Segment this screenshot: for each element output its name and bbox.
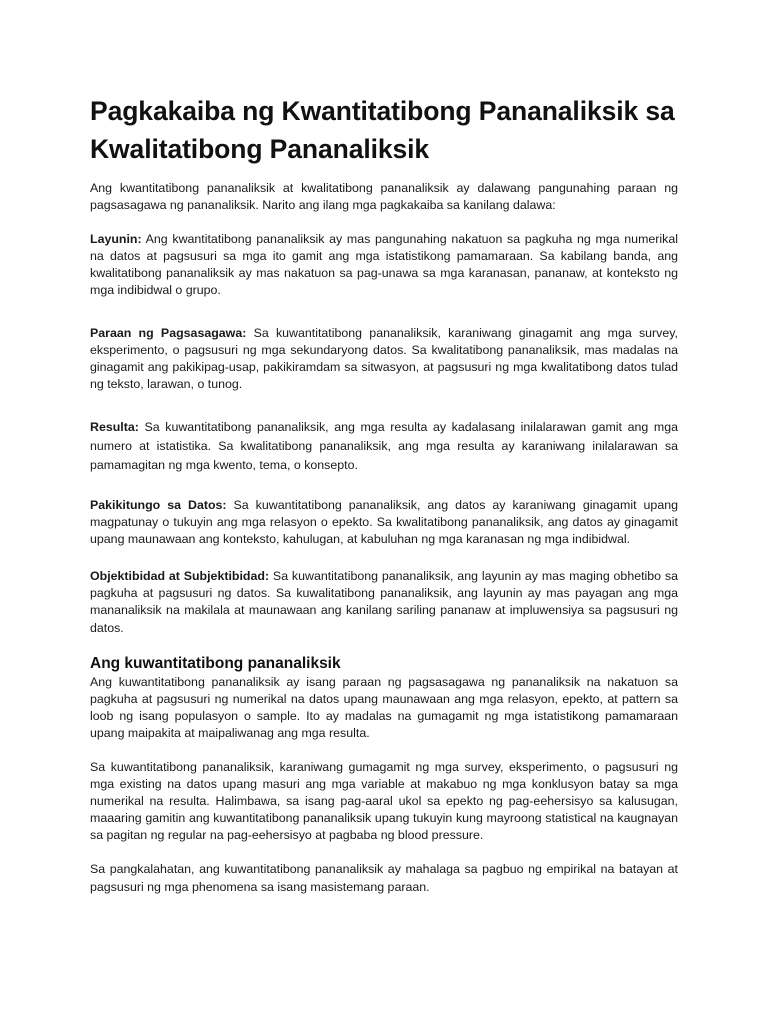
difference-term: Layunin: xyxy=(90,232,142,247)
intro-paragraph: Ang kwantitatibong pananaliksik at kwalitatibong pananaliksik ay dalawang pangunahing paraan ng pagsasagawa ng pananaliksik. Narito ang ilang mga pagkakaiba sa kanilang dalawa: xyxy=(90,181,678,213)
difference-term: Resulta: xyxy=(90,419,139,434)
difference-objektibidad xyxy=(90,568,678,636)
section-heading: Ang kuwantitatibong pananaliksik xyxy=(90,654,341,672)
section-paragraph: Ang kuwantitatibong pananaliksik ay isang paraan ng pagsasagawa ng pananaliksik na nakatuon sa pagkuha at pagsusuri ng numerikal na datos upang maunawaan ang mga relasyon, epekto, at pattern sa loob ng isang populasyon o sample. Ito ay madalas na gumagamit ng mga istatistikong pamamaraan upang maipakita at maipaliwanag ang mga resulta. xyxy=(90,674,678,740)
difference-term: Pakikitungo sa Datos: xyxy=(90,497,227,512)
section-paragraph: Sa pangkalahatan, ang kuwantitatibong pananaliksik ay mahalaga sa pagbuo ng empirikal na batayan at pagsusuri ng mga phenomena sa isang masistemang paraan. xyxy=(90,862,678,894)
section-paragraph: Sa kuwantitatibong pananaliksik, karaniwang gumagamit ng mga survey, eksperimento, o pagsusuri ng mga existing na datos upang masuri ang mga variable at makabuo ng mga konklusyon batay sa mga numerikal na resulta. Halimbawa, sa isang pag-aaral ukol sa epekto ng pag-eehersisyo sa kalusugan, maaaring gamitin ang kuwantitatibong pananaliksik upang tukuyin kung mayroong statistical na kaugnayan sa pagitan ng regular na pag-eehersisyo at pagbaba ng blood pressure. xyxy=(90,759,678,843)
difference-text: Ang kwantitatibong pananaliksik ay mas pangunahing nakatuon sa pagkuha ng mga numerikal na datos at pagsusuri sa mga ito gamit ang mga istatistikong pamamaraan. Sa kabilang banda, ang kwalitatibong pananaliksik ay mas nakatuon sa pag-unawa sa mga karanasan, pananaw, at konteksto ng mga indibidwal o grupo. xyxy=(90,232,678,298)
difference-text: Sa kuwantitatibong pananaliksik, ang datos ay karaniwang ginagamit upang magpatunay o tukuyin ang mga relasyon o epekto. Sa kwalitatibong pananaliksik, ang datos ay ginagamit upang maunawaan ang konteksto, kahulugan, at kabuluhan ng mga karanasan ng mga indibidwal. xyxy=(90,497,678,547)
difference-resulta xyxy=(90,418,678,475)
difference-pakikitungo xyxy=(90,497,678,548)
difference-text: Sa kuwantitatibong pananaliksik, karaniwang ginagamit ang mga survey, eksperimento, o pagsusuri ng mga sekundaryong datos. Sa kwalitatibong pananaliksik, mas madalas na ginagamit ang pakikipag-usap, pakikiramdam sa sitwasyon, at pagsusuri ng mga kwalitatibong datos tulad ng teksto, larawan, o tunog. xyxy=(90,325,678,391)
difference-text: Sa kuwantitatibong pananaliksik, ang mga resulta ay kadalasang inilalarawan gamit ang mga numero at istatistika. Sa kwalitatibong pananaliksik, ang mga resulta ay karaniwang inilalarawan sa pamamagitan ng mga kwento, tema, o konsepto. xyxy=(90,419,678,472)
document-title: Pagkakaiba ng Kwantitatibong Pananaliksik sa Kwalitatibong Pananaliksik xyxy=(90,96,675,164)
document-page xyxy=(90,92,678,913)
difference-term: Paraan ng Pagsasagawa: xyxy=(90,325,247,340)
difference-layunin xyxy=(90,231,678,299)
difference-term: Objektibidad at Subjektibidad: xyxy=(90,569,270,584)
difference-paraan xyxy=(90,325,678,393)
difference-text: Sa kuwantitatibong pananaliksik, ang layunin ay mas maging obhetibo sa pagkuha at pagsusuri ng datos. Sa kuwalitatibong pananaliksik, ang layunin ay mas payagan ang mga mananaliksik na makilala at maunawaan ang kanilang sariling pananaw at impluwensiya sa pagsusuri ng datos. xyxy=(90,569,678,635)
